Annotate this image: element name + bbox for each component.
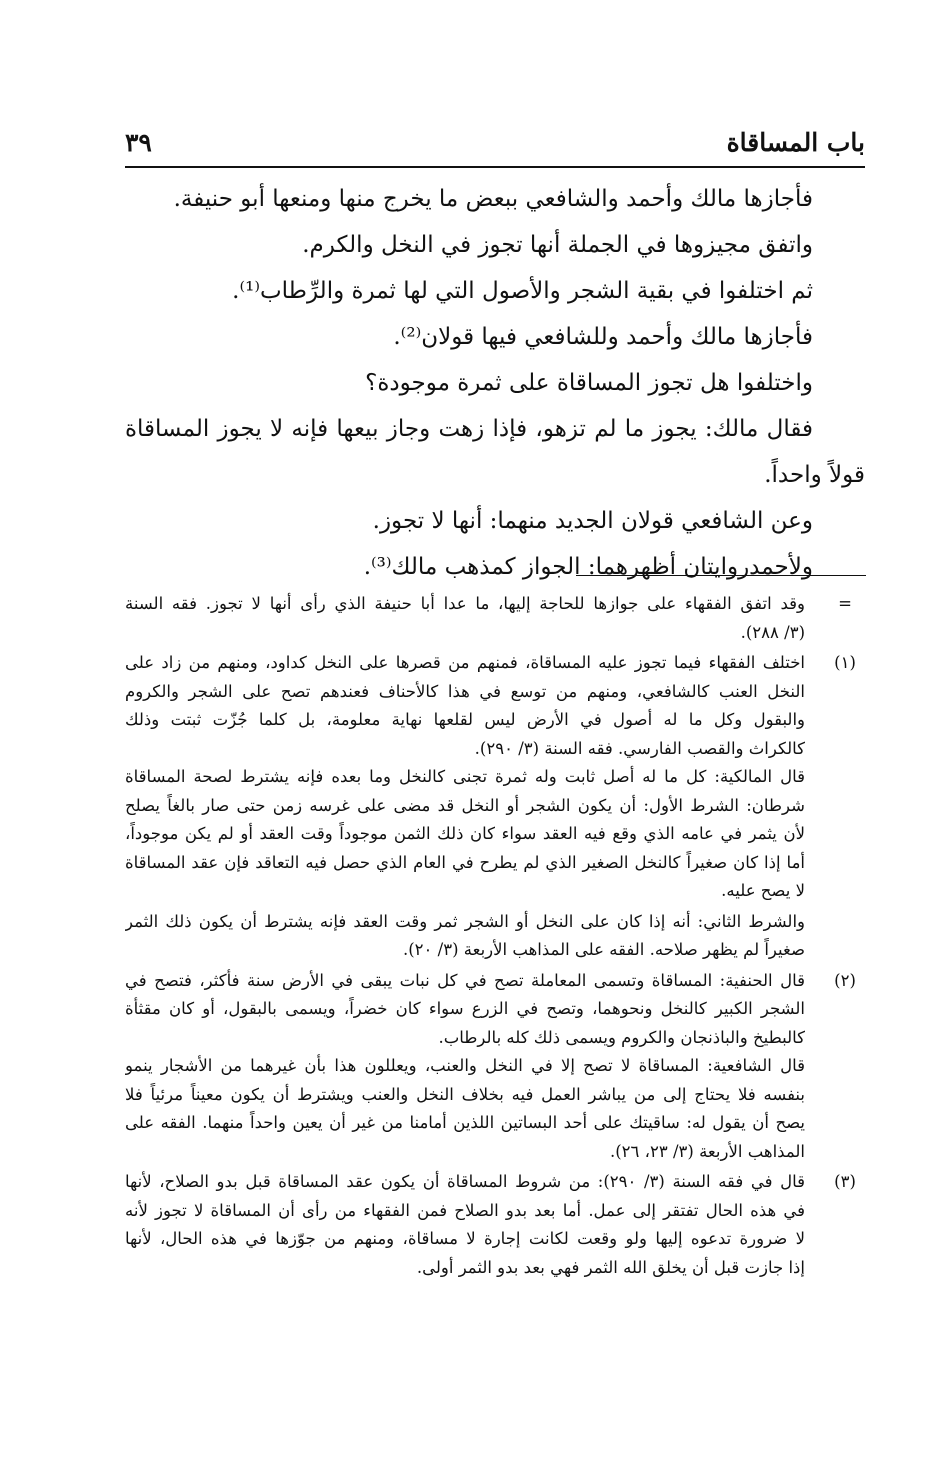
footnote-line: قال المالكية: كل ما له أصل ثابت وله ثمرة تجنى كالنخل وما بعده فإنه يشترط لصحة المساقاة	[125, 767, 805, 786]
footnote-line: قال الحنفية: المساقاة وتسمى المعاملة تصح في كل نبات يبقى في الأرض سنة فأكثر، فتصح في	[125, 970, 805, 990]
footnote-marker: =	[838, 594, 852, 613]
footnote-line: كالبطيخ والباذنجان والكروم ويسمى ذلك كله بالرطاب.	[438, 1027, 805, 1047]
footnote-line: لأن يثمر في عامه الذي وقع فيه العقد سواء كان ذلك الثمن موجوداً وقت العقد أو لم يكن موجوداً،	[125, 824, 805, 843]
header-rule	[125, 166, 865, 168]
footnote-marker: (١)	[834, 653, 856, 672]
footnotes	[125, 590, 865, 1284]
main-line: فقال مالك: يجوز ما لم تزهو، فإذا زهت وجاز بيعها فإنه لا يجوز المساقاة	[125, 416, 813, 442]
footnote-3	[125, 1168, 865, 1282]
footnote-line: لا ضرورة تدعوه إليها ولو وقعت لكانت إجارة لا مساقاة، ومنهم من جوّزها في هذه الحال، لأنها	[125, 1229, 805, 1248]
footnote-line: (٣/ ٢٨٨).	[740, 622, 805, 642]
footnote-separator	[576, 575, 866, 576]
footnote-line: لا يصح عليه.	[721, 881, 805, 900]
footnote-line: أما إذا كان صغيراً كالنخل الصغير الذي لم يطرح في العام الذي حصل فيه التعاقد فإن عقد المساقاة	[125, 852, 805, 872]
footnote-line: إذا جازت قبل أن يخلق الله الثمر فهي بعد بدو الثمر أولى.	[416, 1257, 805, 1277]
main-line: ثم اختلفوا في بقية الشجر والأصول التي لها ثمرة والرِّطاب⁽¹⁾.	[232, 278, 813, 304]
main-text	[125, 176, 865, 590]
footnote-line: شرطان: الشرط الأول: أن يكون الشجر أو النخل قد مضى على غرسه زمن حتى صار بالغاً يصلح	[125, 795, 805, 815]
footnote-line: والشرط الثاني: أنه إذا كان على النخل أو الشجر ثمر وقت العقد فإنه يشترط أن يكون ذلك الثمر	[125, 911, 805, 931]
footnote-line: يصح أن يقول له: ساقيتك على أحد البساتين اللذين أمامنا من غير أن يعين واحداً منهما. الفقه على	[125, 1113, 805, 1132]
page-header	[125, 128, 865, 168]
main-line: وعن الشافعي قولان الجديد منهما: أنها لا تجوز.	[372, 508, 813, 534]
footnote-line: النخل العنب كالشافعي، ومنهم من توسع في هذا كالأحناف فعندهم تصح على الشجر والكروم	[125, 681, 805, 701]
footnote-marker: (٢)	[834, 970, 856, 990]
footnote-line: قال الشافعية: المساقاة لا تصح إلا في النخل والعنب، ويعللون هذا بأن غيرهما من الأشجار ينمو	[125, 1056, 805, 1075]
main-line: واتفق مجيزوها في الجملة أنها تجوز في النخل والكرم.	[302, 232, 813, 258]
footnote-1	[125, 649, 865, 965]
footnote-line: والبقول وكل ما له أصول في الأرض ليس لقلعها نهاية معلومة، بل كلما جُزّت ثبتت وذلك	[125, 710, 805, 729]
main-line: واختلفوا هل تجوز المساقاة على ثمرة موجودة؟	[365, 370, 813, 396]
footnote-line: بنفسه فلا يحتاج إلى من يباشر العمل فيه بخلاف النخل والعنب ويشترط أن يكون معيناً مرئياً فلا	[125, 1084, 805, 1104]
footnote-line: وقد اتفق الفقهاء على جوازها للحاجة إليها، ما عدا أبا حنيفة الذي رأى أنها لا تجوز. فقه السنة	[125, 594, 805, 613]
footnote-line: الشجر الكبير كالنخل ونحوهما، وتصح في الزرع سواء كان خضراً، ويسمى بالبقول، أو كان مقثأة	[125, 999, 805, 1018]
main-line: فأجازها مالك وأحمد وللشافعي فيها قولان⁽²⁾.	[393, 324, 813, 350]
main-line: فأجازها مالك وأحمد والشافعي ببعض ما يخرج منها ومنعها أبو حنيفة.	[173, 186, 813, 212]
main-line: ولأحمدروايتان أظهرهما: الجواز كمذهب مالك⁽³⁾.	[363, 554, 813, 580]
page-number: ٣٩	[125, 128, 152, 157]
footnote-line: المذاهب الأربعة (٣/ ٢٣، ٢٦).	[609, 1141, 805, 1161]
main-line: قولاً واحداً.	[764, 462, 865, 488]
running-title: باب المساقاة	[726, 128, 865, 157]
footnote-line: في هذه الحال تفتقر إلى عمل. أما بعد بدو الصلاح فمن الفقهاء من رأى أن المساقاة لا تجوز لأنه	[125, 1200, 805, 1220]
footnote-line: قال في فقه السنة (٣/ ٢٩٠): من شروط المساقاة أن يكون عقد المساقاة قبل بدو الصلاح، لأنها	[125, 1172, 805, 1191]
footnote-2	[125, 967, 865, 1167]
footnote-line: كالكراث والقصب الفارسي. فقه السنة (٣/ ٢٩٠).	[474, 738, 805, 758]
footnote-continued	[125, 590, 865, 647]
footnote-line: اختلف الفقهاء فيما تجوز عليه المساقاة، فمنهم من قصرها على النخل كداود، ومنهم من زاد على	[125, 653, 805, 672]
footnote-marker: (٣)	[834, 1172, 856, 1191]
footnote-line: صغيراً لم يظهر صلاحه. الفقه على المذاهب الأربعة (٣/ ٢٠).	[402, 940, 805, 959]
